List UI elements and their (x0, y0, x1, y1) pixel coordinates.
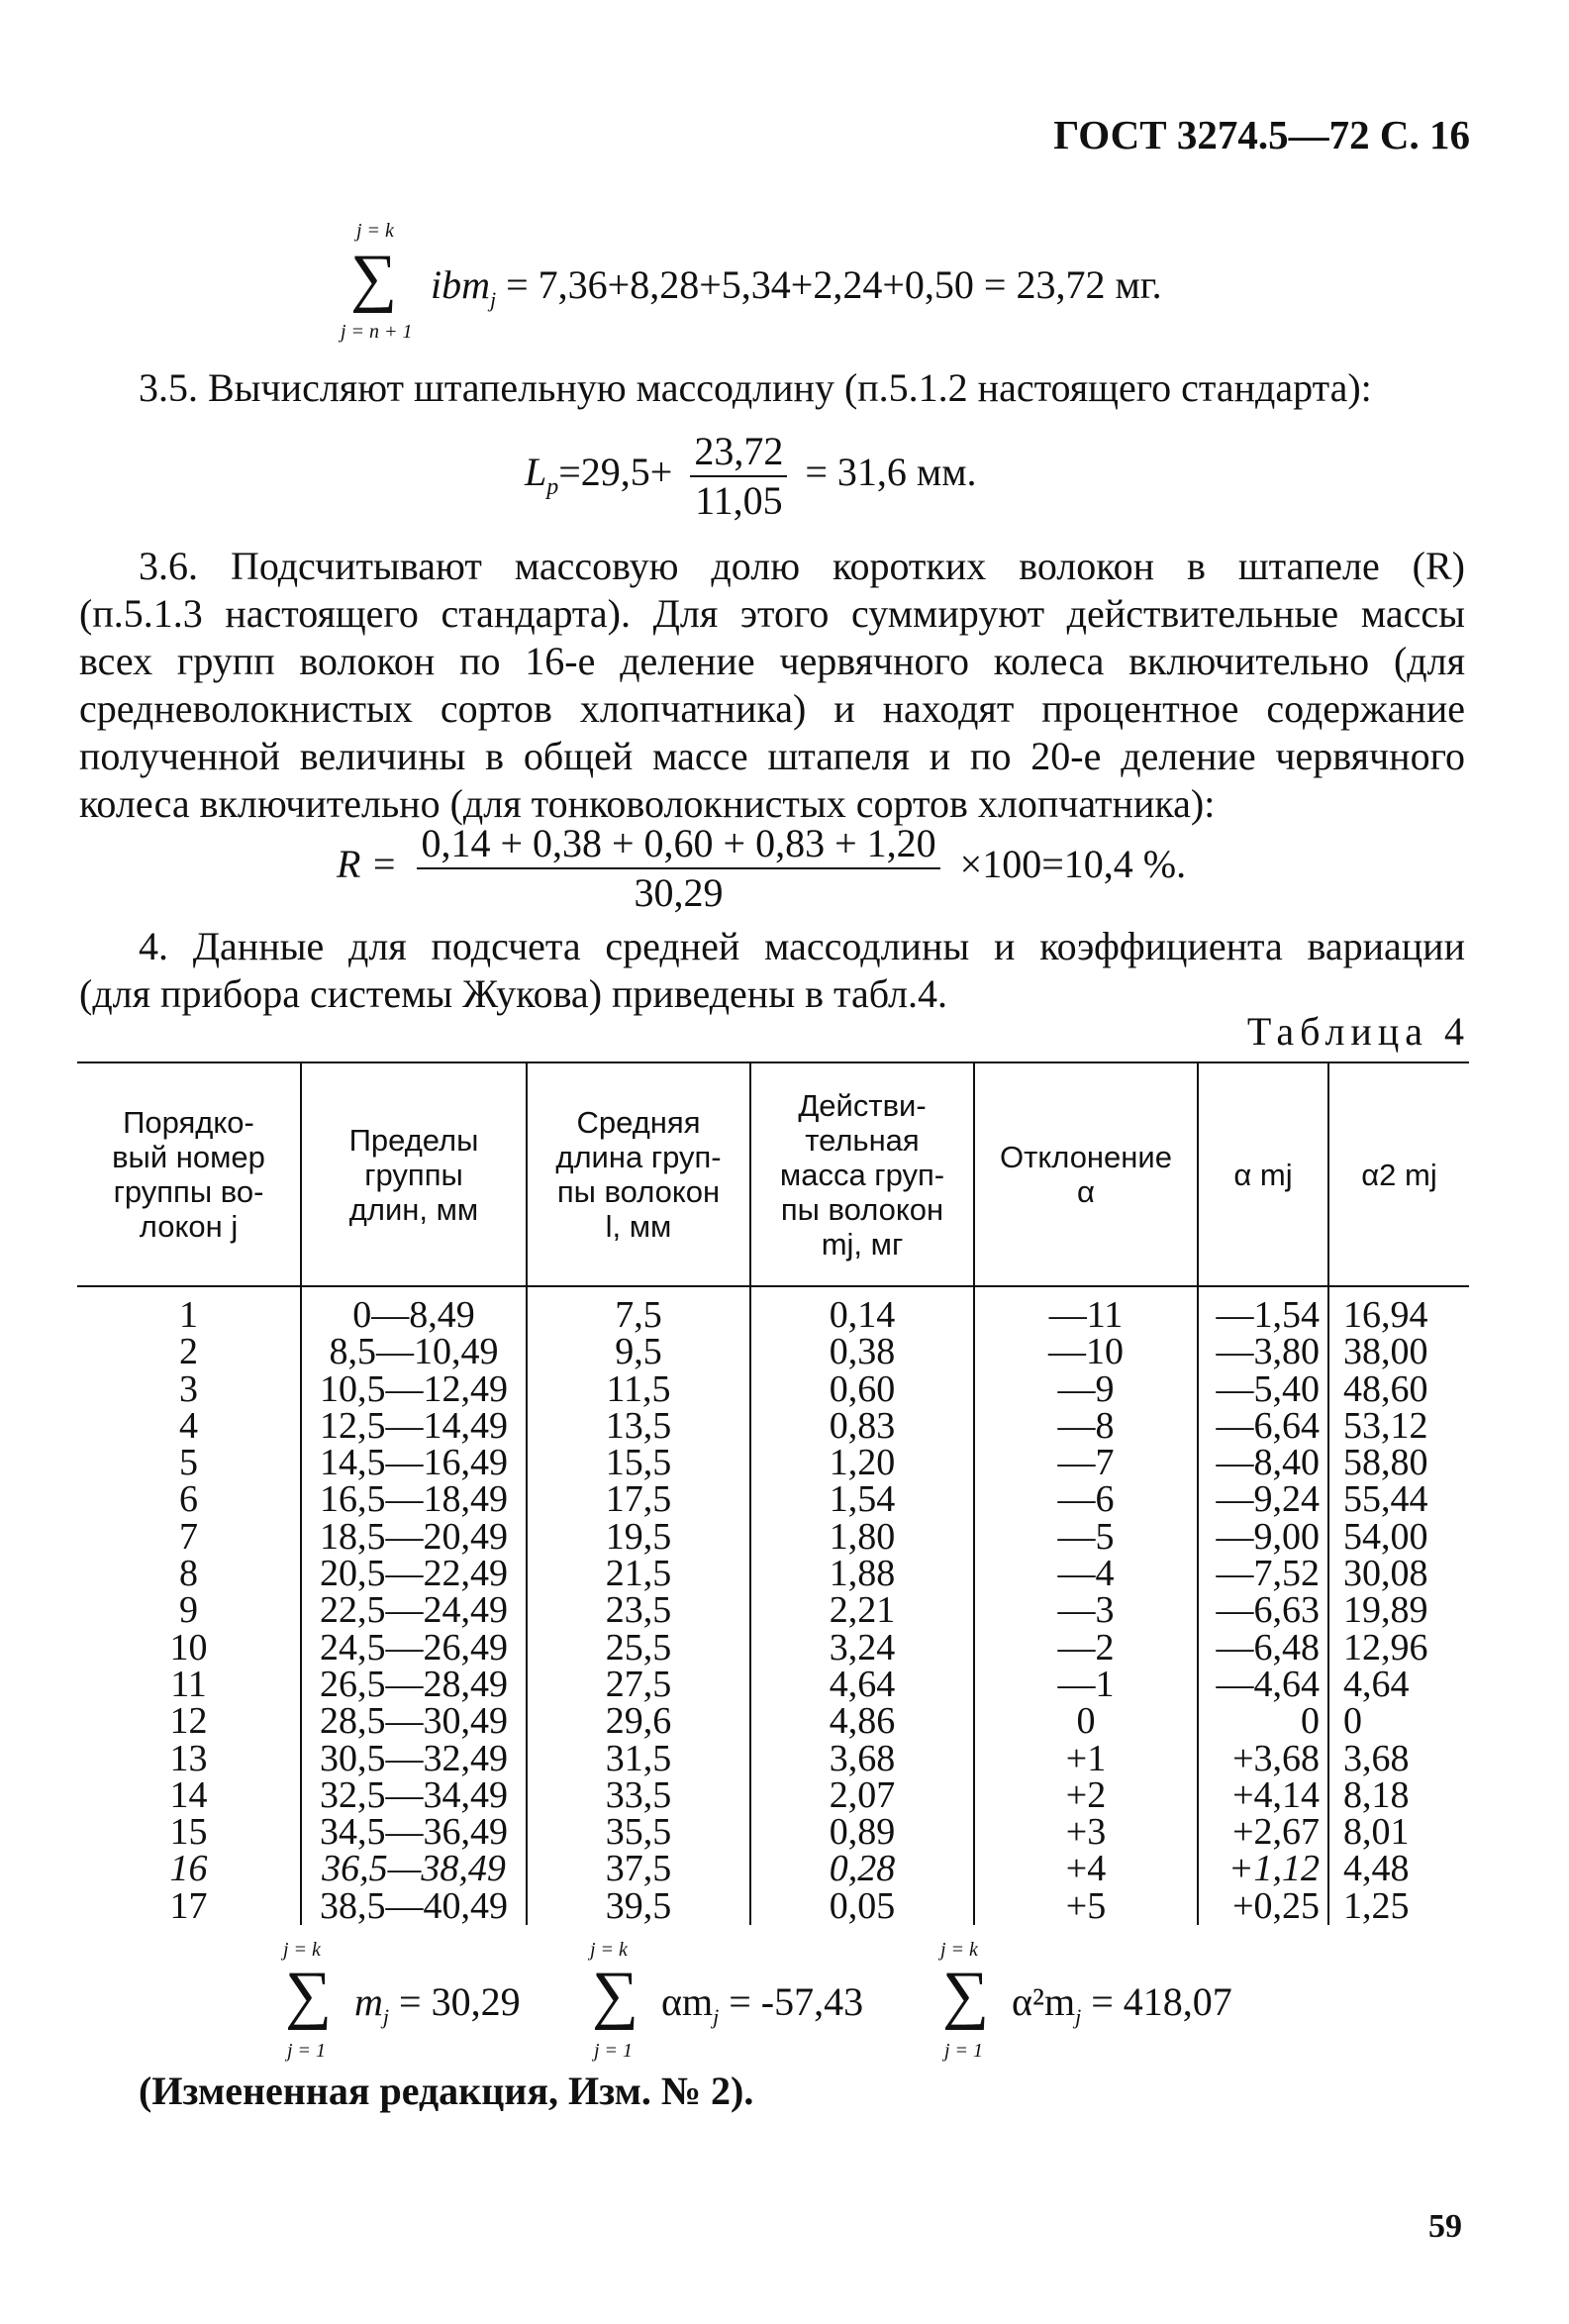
table-cell: 8 (179, 1553, 198, 1595)
table-cell: —6,63 (1198, 1592, 1328, 1629)
table-cell: 0 (1328, 1703, 1469, 1740)
table-cell: 8,18 (1328, 1777, 1469, 1814)
formula-lhs: R = (337, 842, 398, 887)
table-cell: +3 (974, 1814, 1198, 1851)
table-cell: 16 (169, 1848, 208, 1890)
table-row (77, 1667, 1469, 1703)
table-cell: —4 (974, 1556, 1198, 1592)
table-cell: 24,5—26,49 (301, 1630, 527, 1667)
table-cell: 2,07 (750, 1777, 974, 1814)
table-cell: 3 (179, 1367, 198, 1410)
sum-upper-limit: j = k (283, 1939, 321, 1961)
paragraph-line: (п.5.1.3 настоящего стандарта). Для этого суммируют действительные массы (79, 591, 1465, 636)
sum-amj (584, 1939, 980, 2077)
table-cell: 38,5—40,49 (301, 1888, 527, 1925)
table-cell: —9,24 (1198, 1481, 1328, 1518)
table-row (77, 1777, 1469, 1814)
paragraph-line: средневолокнистых сортов хлопчатника) и находят процентное содержание (79, 686, 1465, 731)
sum-subscript: j (713, 2004, 720, 2029)
table-cell: 33,5 (527, 1777, 750, 1814)
table-cell: 0,89 (750, 1814, 974, 1851)
table-cell: 4,86 (750, 1703, 974, 1740)
table-cell: —3,80 (1198, 1334, 1328, 1370)
table-cell: 11 (170, 1663, 207, 1705)
table-cell: +1 (974, 1741, 1198, 1777)
table-cell: 16,94 (1328, 1286, 1469, 1334)
table-cell: 18,5—20,49 (301, 1519, 527, 1556)
table-caption: Таблица 4 (1246, 1009, 1470, 1054)
table-cell: 13 (169, 1737, 208, 1779)
table-cell: 55,44 (1328, 1481, 1469, 1518)
table-cell: —6 (974, 1481, 1198, 1518)
formula-expression (431, 261, 1162, 324)
table-cell: 0,83 (750, 1408, 974, 1445)
column-header: Отклонение α (974, 1062, 1198, 1286)
sum-term: m (354, 1979, 383, 2024)
column-header: Средняя длина груп- пы волокон l, мм (527, 1062, 750, 1286)
section-4 (79, 923, 1465, 1018)
sum-term: αm (661, 1979, 714, 2024)
table-cell: 15 (169, 1811, 208, 1854)
formula-result: ×100=10,4 %. (959, 842, 1187, 887)
table-cell: 27,5 (527, 1667, 750, 1703)
formula-lhs-subscript: p (546, 474, 559, 501)
sum-lower-limit: j = 1 (594, 2040, 634, 2062)
table-cell: 54,00 (1328, 1519, 1469, 1556)
table-cell: 3,24 (750, 1630, 974, 1667)
table-cell: 39,5 (527, 1888, 750, 1925)
table-cell: 8,01 (1328, 1814, 1469, 1851)
table-cell: 16,5—18,49 (301, 1481, 527, 1518)
table-header-row (77, 1062, 1469, 1286)
table-cell: +4 (974, 1851, 1198, 1887)
table-cell: 4 (179, 1404, 198, 1447)
table-row (77, 1630, 1469, 1667)
table-cell: 1,54 (750, 1481, 974, 1518)
table-cell: 4,64 (750, 1667, 974, 1703)
document-header: ГОСТ 3274.5—72 С. 16 (1053, 112, 1470, 157)
column-header: Пределы группы длин, мм (301, 1062, 527, 1286)
table-row (77, 1556, 1469, 1592)
amendment-note: (Измененная редакция, Изм. № 2). (139, 2069, 754, 2113)
sum-expression (661, 1978, 863, 2041)
sum-lower-limit: j = 1 (944, 2040, 984, 2062)
table-cell: 9,5 (527, 1334, 750, 1370)
table-cell: 22,5—24,49 (301, 1592, 527, 1629)
table-cell: 19,5 (527, 1519, 750, 1556)
table-cell: +1,12 (1198, 1851, 1328, 1887)
formula-fraction (690, 428, 787, 525)
table-cell: 6 (179, 1478, 198, 1521)
formula-short-fibers (337, 820, 1186, 917)
table-cell: 29,6 (527, 1703, 750, 1740)
sigma-symbol: ∑ (350, 242, 398, 314)
sum-lower-limit: j = 1 (287, 2040, 327, 2062)
table-cell: 12 (169, 1700, 208, 1743)
table-cell: 30,5—32,49 (301, 1741, 527, 1777)
fraction-denominator: 30,29 (634, 870, 724, 915)
table-cell: 2,21 (750, 1592, 974, 1629)
table-cell: 26,5—28,49 (301, 1667, 527, 1703)
data-table (77, 1061, 1469, 1925)
table-cell: 2 (179, 1331, 198, 1373)
table-cell: 0,05 (750, 1888, 974, 1925)
table-row (77, 1334, 1469, 1370)
table-cell: —2 (974, 1630, 1198, 1667)
table-cell: 23,5 (527, 1592, 750, 1629)
table-cell: +2,67 (1198, 1814, 1328, 1851)
sigma-symbol: ∑ (942, 1959, 990, 2031)
sum-a2mj (934, 1939, 1330, 2077)
table-cell: 34,5—36,49 (301, 1814, 527, 1851)
fraction-denominator: 11,05 (695, 478, 783, 523)
table-cell: 1,25 (1328, 1888, 1469, 1925)
sum-value: = -57,43 (719, 1979, 864, 2024)
table-cell: +0,25 (1198, 1888, 1328, 1925)
table-cell: +4,14 (1198, 1777, 1328, 1814)
formula-fraction (417, 820, 939, 917)
table-cell: 1,80 (750, 1519, 974, 1556)
table-cell: 1,20 (750, 1445, 974, 1481)
table-cell: 25,5 (527, 1630, 750, 1667)
sum-upper-limit: j = k (940, 1939, 978, 1961)
sum-lower-limit: j = n + 1 (341, 321, 413, 343)
table-cell: 36,5—38,49 (301, 1851, 527, 1887)
sum-expression (1012, 1978, 1232, 2041)
paragraph-line: полученной величины в общей массе штапеля и по 20-е деление червячного (79, 734, 1465, 778)
table-cell: 0 (974, 1703, 1198, 1740)
column-header: Действи- тельная масса груп- пы волокон mj, мг (750, 1062, 974, 1286)
table-cell: 58,80 (1328, 1445, 1469, 1481)
table-row (77, 1888, 1469, 1925)
table-cell: —4,64 (1198, 1667, 1328, 1703)
sum-subscript: j (1075, 2004, 1082, 2029)
table-cell: —8 (974, 1408, 1198, 1445)
fraction-numerator: 23,72 (690, 428, 787, 477)
table-cell: +2 (974, 1777, 1198, 1814)
table-body (77, 1286, 1469, 1925)
table-cell: 1,88 (750, 1556, 974, 1592)
formula-value: = 7,36+8,28+5,34+2,24+0,50 = 23,72 мг. (496, 262, 1162, 307)
table-cell: —3 (974, 1592, 1198, 1629)
table-cell: 0—8,49 (301, 1286, 527, 1334)
table-cell: 20,5—22,49 (301, 1556, 527, 1592)
column-header: α2 mj (1328, 1062, 1469, 1286)
table-cell: 1 (179, 1294, 198, 1336)
paragraph-line: (для прибора системы Жукова) приведены в табл.4. (79, 971, 948, 1016)
formula-massodlina (525, 428, 977, 525)
table-cell: 31,5 (527, 1741, 750, 1777)
formula-subscript: j (490, 287, 497, 312)
sigma-symbol: ∑ (285, 1959, 333, 2031)
sum-term: α²m (1012, 1979, 1076, 2024)
table-cell: 12,5—14,49 (301, 1408, 527, 1445)
table-cell: 14 (169, 1773, 208, 1816)
table-cell: 17,5 (527, 1481, 750, 1518)
table-cell: —6,64 (1198, 1408, 1328, 1445)
table-row (77, 1519, 1469, 1556)
sum-expression (354, 1978, 521, 2041)
table-row (77, 1445, 1469, 1481)
table-row (77, 1814, 1469, 1851)
table-cell: 32,5—34,49 (301, 1777, 527, 1814)
table-cell: 13,5 (527, 1408, 750, 1445)
table-cell: 0,14 (750, 1286, 974, 1334)
formula-eq: =29,5+ (558, 450, 673, 495)
fraction-numerator: 0,14 + 0,38 + 0,60 + 0,83 + 1,20 (417, 820, 939, 869)
table-cell: 10,5—12,49 (301, 1371, 527, 1408)
paragraph-line: всех групп волокон по 16-е деление червячного колеса включительно (для (79, 639, 1465, 683)
sum-value: = 418,07 (1081, 1979, 1232, 2024)
table-row (77, 1851, 1469, 1887)
table-cell: 14,5—16,49 (301, 1445, 527, 1481)
table-cell: 9 (179, 1589, 198, 1632)
sigma-symbol: ∑ (592, 1959, 639, 2031)
formula-sum-ibm (337, 220, 1227, 349)
formula-lhs: L (525, 450, 547, 495)
section-3-5: 3.5. Вычисляют штапельную массодлину (п.5.1.2 настоящего стандарта): (139, 365, 1372, 410)
table-cell: 17 (169, 1884, 208, 1927)
table-cell: 53,12 (1328, 1408, 1469, 1445)
table-cell: 48,60 (1328, 1371, 1469, 1408)
table-cell: 0,28 (750, 1851, 974, 1887)
table-cell: —1 (974, 1667, 1198, 1703)
table-cell: —10 (974, 1334, 1198, 1370)
table-cell: 7 (179, 1515, 198, 1558)
table-row (77, 1286, 1469, 1334)
table-cell: 11,5 (527, 1371, 750, 1408)
formula-term: ibm (431, 262, 490, 307)
formula-result: = 31,6 мм. (805, 450, 977, 495)
sum-value: = 30,29 (389, 1979, 521, 2024)
table-cell: 21,5 (527, 1556, 750, 1592)
table-cell: 7,5 (527, 1286, 750, 1334)
column-header: Порядко- вый номер группы во- локон j (77, 1062, 301, 1286)
column-header: α mj (1198, 1062, 1328, 1286)
table-cell: 15,5 (527, 1445, 750, 1481)
table-cell: +5 (974, 1888, 1198, 1925)
table-cell: 0,60 (750, 1371, 974, 1408)
table-cell: —1,54 (1198, 1286, 1328, 1334)
table-cell: —5 (974, 1519, 1198, 1556)
table-cell: —7,52 (1198, 1556, 1328, 1592)
table-cell: +3,68 (1198, 1741, 1328, 1777)
table-cell: —9 (974, 1371, 1198, 1408)
table-cell: 3,68 (1328, 1741, 1469, 1777)
section-3-6 (79, 543, 1465, 828)
table-row (77, 1371, 1469, 1408)
table-cell: 4,48 (1328, 1851, 1469, 1887)
table-cell: 12,96 (1328, 1630, 1469, 1667)
table-row (77, 1481, 1469, 1518)
table-cell: 5 (179, 1442, 198, 1484)
table-cell: —9,00 (1198, 1519, 1328, 1556)
table-cell: —6,48 (1198, 1630, 1328, 1667)
sum-subscript: j (382, 2004, 390, 2029)
table-cell: 19,89 (1328, 1592, 1469, 1629)
page-number: 59 (1428, 2208, 1462, 2245)
table-cell: —7 (974, 1445, 1198, 1481)
table-cell: —5,40 (1198, 1371, 1328, 1408)
table-cell: 0,38 (750, 1334, 974, 1370)
table-row (77, 1408, 1469, 1445)
table-cell: 3,68 (750, 1741, 974, 1777)
table-cell: —8,40 (1198, 1445, 1328, 1481)
table-cell: 8,5—10,49 (301, 1334, 527, 1370)
sum-upper-limit: j = k (590, 1939, 628, 1961)
table-cell: 28,5—30,49 (301, 1703, 527, 1740)
table-cell: —11 (974, 1286, 1198, 1334)
sum-upper-limit: j = k (356, 220, 394, 242)
table-cell: 10 (169, 1626, 208, 1668)
table-row (77, 1741, 1469, 1777)
paragraph-line: 4. Данные для подсчета средней массодлины и коэффициента вариации (139, 924, 1465, 968)
table-row (77, 1592, 1469, 1629)
table-cell: 4,64 (1328, 1667, 1469, 1703)
table-row (77, 1703, 1469, 1740)
table-cell: 37,5 (527, 1851, 750, 1887)
table-cell: 0 (1198, 1703, 1328, 1740)
table-cell: 38,00 (1328, 1334, 1469, 1370)
table-cell: 30,08 (1328, 1556, 1469, 1592)
paragraph-line: колеса включительно (для тонковолокнистых сортов хлопчатника): (79, 781, 1216, 826)
paragraph-line: 3.6. Подсчитывают массовую долю коротких волокон в штапеле (R) (139, 544, 1465, 588)
table-cell: 35,5 (527, 1814, 750, 1851)
